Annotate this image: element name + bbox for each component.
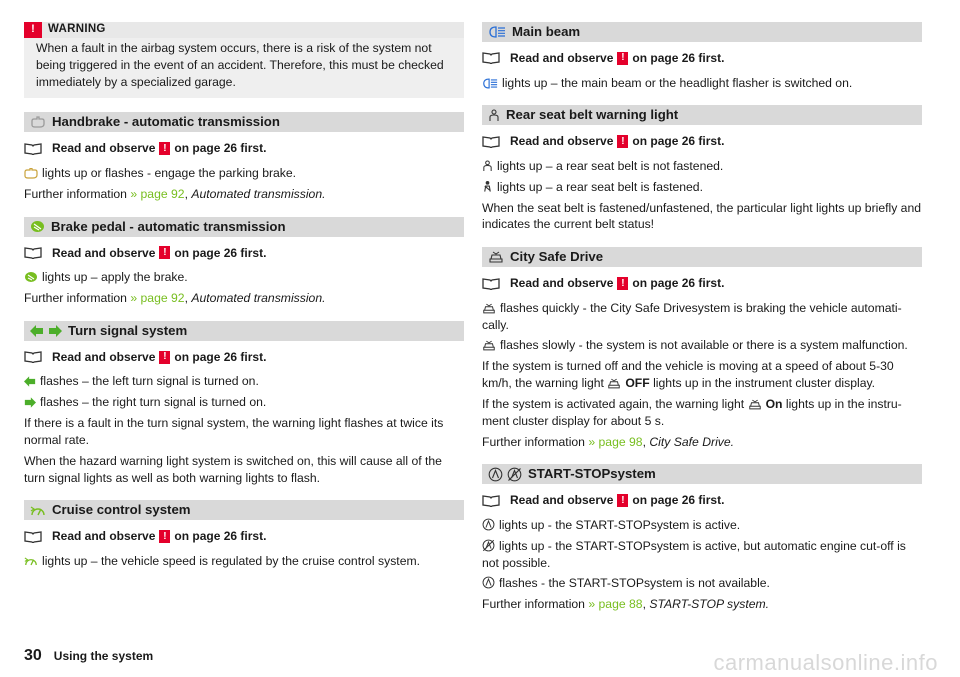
- rear-seat-belt-icon: [488, 109, 500, 122]
- paragraph: lights up - the START-STOPsystem is active.: [482, 517, 922, 534]
- warning-exclamation-icon: !: [617, 135, 628, 148]
- warning-exclamation-icon: !: [159, 530, 170, 543]
- city-safe-drive-light-icon: [748, 399, 762, 410]
- paragraph: lights up – apply the brake.: [24, 269, 464, 286]
- book-icon: [482, 136, 500, 148]
- read-observe-line: Read and observe ! on page 26 first.: [24, 349, 464, 366]
- handbrake-light-icon: [24, 168, 38, 179]
- read-observe-line: Read and observe ! on page 26 first.: [482, 133, 922, 150]
- right-column: [482, 22, 922, 613]
- paragraph: If the system is turned off and the vehicle is moving at a speed of about 5-30 km/h, the warning light OFF lights up in the instrument cluster display.: [482, 359, 894, 391]
- page-number: 30: [24, 647, 42, 664]
- city-safe-drive-light-icon: [607, 378, 621, 389]
- paragraph: flashes slowly - the system is not available or there is a system malfunction.: [482, 337, 922, 354]
- handbrake-hand-icon: [30, 116, 46, 128]
- section-header-city-safe-drive: [482, 247, 922, 267]
- cruise-control-icon: [30, 504, 46, 517]
- start-stop-icon: [482, 518, 495, 531]
- paragraph: Further information » page 92, Automated transmission.: [24, 186, 326, 201]
- paragraph: When the seat belt is fastened/unfastened, the particular light lights up briefly and indicates the current belt status!: [482, 200, 922, 232]
- start-stop-unavailable-icon: [507, 467, 522, 482]
- main-beam-icon: [488, 26, 506, 38]
- airbag-warning-box: [24, 22, 464, 98]
- start-stop-icon: [488, 467, 503, 482]
- city-safe-drive-icon: [488, 251, 504, 263]
- section-header-turn-signal: [24, 321, 464, 341]
- warning-exclamation-icon: !: [159, 246, 170, 259]
- paragraph: lights up – the main beam or the headlight flasher is switched on.: [482, 75, 922, 92]
- paragraph: flashes – the right turn signal is turned on.: [24, 394, 464, 411]
- start-stop-icon: [482, 576, 495, 589]
- warning-header: [24, 22, 464, 38]
- city-safe-drive-light-icon: [482, 340, 496, 351]
- read-observe-line: Read and observe ! on page 26 first.: [482, 492, 922, 509]
- section-city-safe-drive: [482, 247, 922, 450]
- right-arrow-icon: [24, 397, 36, 408]
- section-turn-signal: [24, 321, 464, 487]
- read-observe-line: Read and observe ! on page 26 first.: [24, 140, 464, 157]
- book-icon: [482, 495, 500, 507]
- seat-belt-unfastened-icon: [482, 160, 493, 172]
- section-title: Brake pedal - automatic transmission: [51, 218, 286, 234]
- paragraph: If there is a fault in the turn signal system, the warning light flashes at twice its normal rate.: [24, 416, 444, 447]
- section-title: Cruise control system: [52, 502, 191, 518]
- warning-exclamation-icon: !: [617, 277, 628, 290]
- watermark: carmanualsonline.info: [713, 650, 938, 675]
- section-title: City Safe Drive: [510, 249, 604, 265]
- section-title: START-STOPsystem: [528, 466, 656, 482]
- read-observe-line: Read and observe ! on page 26 first.: [24, 245, 464, 262]
- read-observe-line: Read and observe ! on page 26 first.: [482, 275, 922, 292]
- cruise-control-light-icon: [24, 555, 38, 567]
- warning-exclamation-icon: !: [159, 142, 170, 155]
- page-link[interactable]: » page 92: [130, 291, 185, 306]
- section-cruise-control: [24, 500, 464, 569]
- book-icon: [24, 247, 42, 259]
- page-link[interactable]: » page 98: [588, 434, 643, 449]
- off-label: OFF: [625, 376, 650, 391]
- warning-exclamation-icon: !: [24, 22, 42, 38]
- paragraph: lights up – a rear seat belt is not fastened.: [482, 158, 922, 175]
- seat-belt-fastened-icon: [482, 180, 493, 193]
- section-rear-seat-belt: [482, 105, 922, 233]
- warning-exclamation-icon: !: [159, 351, 170, 364]
- paragraph: If the system is activated again, the warning light On lights up in the instru-ment cluster display for about 5 s.: [482, 396, 902, 428]
- section-title: Turn signal system: [68, 322, 188, 338]
- paragraph: lights up – a rear seat belt is fastened.: [482, 179, 922, 196]
- paragraph: flashes quickly - the City Safe Drivesystem is braking the vehicle automati-cally.: [482, 300, 902, 332]
- brake-pedal-light-icon: [24, 271, 38, 283]
- page-link[interactable]: » page 88: [588, 597, 643, 612]
- book-icon: [24, 143, 42, 155]
- paragraph: Further information » page 88, START-STOP system.: [482, 597, 770, 612]
- section-header-handbrake: [24, 112, 464, 132]
- warning-exclamation-icon: !: [617, 494, 628, 507]
- section-header-main-beam: [482, 22, 922, 42]
- warning-title: WARNING: [48, 23, 106, 36]
- chapter-title: Using the system: [53, 649, 154, 663]
- left-arrow-icon: [24, 376, 36, 387]
- left-arrow-icon: [30, 325, 44, 337]
- read-observe-line: Read and observe ! on page 26 first.: [482, 50, 922, 67]
- read-observe-line: Read and observe ! on page 26 first.: [24, 528, 464, 545]
- brake-pedal-icon: [30, 220, 45, 233]
- section-title: Handbrake - automatic transmission: [52, 114, 280, 130]
- section-header-brake-pedal: [24, 217, 464, 237]
- section-title: Rear seat belt warning light: [506, 107, 679, 123]
- paragraph: Further information » page 98, City Safe Drive.: [482, 434, 735, 449]
- paragraph: lights up – the vehicle speed is regulated by the cruise control system.: [24, 553, 464, 570]
- paragraph: Further information » page 92, Automated transmission.: [24, 291, 326, 306]
- section-start-stop: [482, 464, 922, 613]
- paragraph: flashes - the START-STOPsystem is not available.: [482, 575, 922, 592]
- paragraph: flashes – the left turn signal is turned on.: [24, 373, 464, 390]
- section-main-beam: [482, 22, 922, 91]
- page-link[interactable]: » page 92: [130, 186, 185, 201]
- main-beam-light-icon: [482, 78, 498, 89]
- left-column: [24, 22, 464, 570]
- section-handbrake: [24, 112, 464, 202]
- paragraph: When the hazard warning light system is switched on, this will cause all of the turn signal lights as well as both warning lights to flash.: [24, 453, 442, 485]
- paragraph: lights up or flashes - engage the parking brake.: [24, 165, 464, 182]
- section-header-cruise-control: [24, 500, 464, 520]
- section-header-start-stop: [482, 464, 922, 484]
- book-icon: [24, 531, 42, 543]
- start-stop-unavailable-icon: [482, 539, 495, 552]
- warning-text: When a fault in the airbag system occurs, there is a risk of the system not being triggered in the event of an accident. Therefore, this must be checked immediately by a specialized garage.: [36, 41, 444, 89]
- on-label: On: [765, 396, 783, 411]
- page-footer: [24, 645, 153, 667]
- paragraph: lights up - the START-STOPsystem is active, but automatic engine cut-off is not possible.: [482, 538, 906, 570]
- book-icon: [482, 52, 500, 64]
- book-icon: [482, 278, 500, 290]
- section-header-rear-seat-belt: [482, 105, 922, 125]
- right-arrow-icon: [48, 325, 62, 337]
- section-title: Main beam: [512, 23, 581, 39]
- section-brake-pedal: [24, 217, 464, 307]
- city-safe-drive-light-icon: [482, 303, 496, 314]
- warning-exclamation-icon: !: [617, 52, 628, 65]
- book-icon: [24, 351, 42, 363]
